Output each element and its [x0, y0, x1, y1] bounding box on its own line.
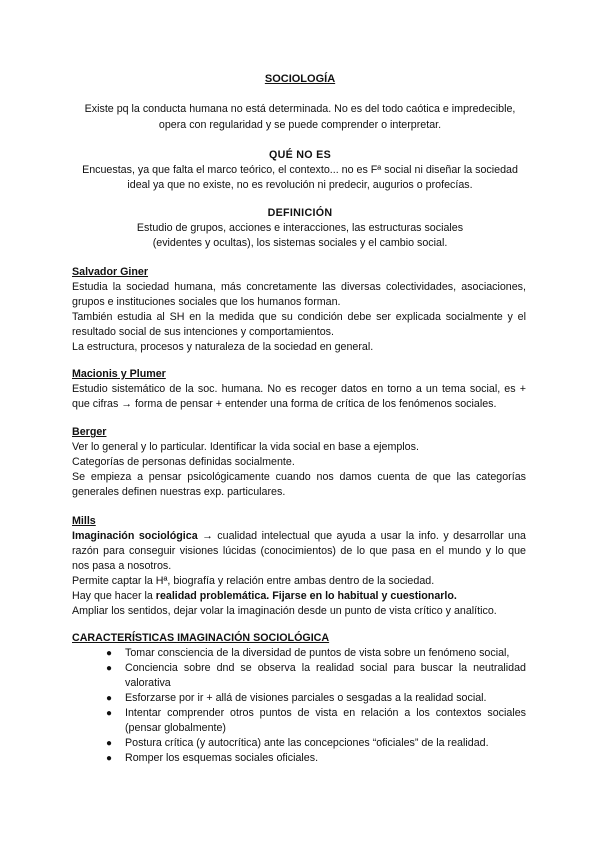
bullet-icon: ●: [106, 663, 113, 674]
mills-term: Imaginación sociológica: [72, 530, 198, 542]
definicion-line-1: Estudio de grupos, acciones e interacciones, las estructuras sociales: [136, 222, 464, 234]
mills-line-4: Permite captar la Hª, biografía y relación entre ambas dentro de la sociedad.: [72, 575, 435, 587]
bullet-icon: ●: [106, 693, 113, 704]
mills-line-5-bold: realidad problemática. Fijarse en lo habitual y cuestionarlo.: [155, 590, 457, 602]
intro-line-1: Existe pq la conducta humana no está determinada. No es del todo caótica e impredecible,: [84, 103, 516, 115]
mills-line-5-prefix: Hay que hacer la: [72, 590, 156, 602]
que-no-es-line-1: Encuestas, ya que falta el marco teórico, el contexto... no es Fª social ni diseñar la sociedad: [82, 164, 518, 176]
definicion-line-2: (evidentes y ocultas), los sistemas sociales y el cambio social.: [152, 237, 448, 249]
giner-line-1: Estudia la sociedad humana, más concretamente las diversas colectividades, asociaciones,: [72, 281, 526, 293]
mills-line-1: [72, 529, 526, 544]
mills-heading: Mills: [72, 515, 96, 527]
berger-line-1: Ver lo general y lo particular. Identificar la vida social en base a ejemplos.: [72, 441, 419, 453]
list-item-5: Postura crítica (y autocrítica) ante las concepciones “oficiales” de la realidad.: [125, 737, 489, 749]
giner-line-5: La estructura, procesos y naturaleza de la sociedad en general.: [72, 341, 374, 353]
mills-line-3: nos pasa a nosotros.: [72, 560, 172, 572]
giner-heading: Salvador Giner: [72, 266, 149, 278]
giner-line-2: grupos e instituciones sociales que los humanos forman.: [72, 296, 341, 308]
definicion-heading: DEFINICIÓN: [267, 207, 333, 219]
macionis-line-2: que cifras → forma de pensar + entender una forma de crítica de los fenómenos sociales.: [72, 398, 497, 410]
berger-line-3: Se empieza a pensar psicológicamente cuando nos damos cuenta de que las categorías: [72, 471, 526, 483]
bullet-icon: ●: [106, 738, 113, 749]
berger-line-2: Categorías de personas definidas socialmente.: [72, 456, 295, 468]
mills-line-1-rest: → cualidad intelectual que ayuda a usar la info. y desarrollar una: [197, 530, 526, 542]
list-item-6: Romper los esquemas sociales oficiales.: [125, 752, 319, 764]
mills-line-2: razón para conseguir visiones lúcidas (conocimientos) de lo que pasa en el mundo y lo que: [72, 545, 526, 557]
list-item-4-line-2: (pensar globalmente): [125, 722, 226, 734]
macionis-heading: Macionis y Plumer: [72, 368, 166, 380]
giner-line-4: resultado social de sus intenciones y comportamientos.: [72, 326, 334, 338]
list-item-3: Esforzarse por ir + allá de visiones parciales o sesgadas a la realidad social.: [125, 692, 487, 704]
page-title: SOCIOLOGÍA: [264, 73, 336, 85]
que-no-es-heading: QUÉ NO ES: [268, 149, 332, 161]
bullet-icon: ●: [106, 753, 113, 764]
que-no-es-line-2: ideal ya que no existe, no es revolución ni predecir, augurios o profecías.: [127, 179, 473, 191]
giner-line-3: También estudia al SH en la medida que su condición debe ser explicada socialmente y el: [72, 311, 526, 323]
list-item-4-line-1: Intentar comprender otros puntos de vista en relación a los contextos sociales: [125, 707, 526, 719]
caracteristicas-heading: CARACTERÍSTICAS IMAGINACIÓN SOCIOLÓGICA: [72, 632, 330, 644]
list-item-2-line-1: Conciencia sobre dnd se observa la realidad social para buscar la neutralidad: [125, 662, 526, 674]
list-item-1: Tomar consciencia de la diversidad de puntos de vista sobre un fenómeno social,: [125, 647, 510, 659]
berger-line-4: generales definen nuestras exp. particulares.: [72, 486, 286, 498]
berger-heading: Berger: [72, 426, 107, 438]
bullet-icon: ●: [106, 708, 113, 719]
bullet-icon: ●: [106, 648, 113, 659]
mills-line-6: Ampliar los sentidos, dejar volar la imaginación desde un punto de vista crítico y analítico.: [72, 605, 497, 617]
list-item-2-line-2: valorativa: [125, 677, 171, 689]
macionis-line-1: Estudio sistemático de la soc. humana. No es recoger datos en torno a un tema social, es +: [72, 383, 526, 395]
mills-line-5: [72, 589, 457, 604]
intro-line-2: opera con regularidad y se puede comprender o interpretar.: [158, 119, 442, 131]
